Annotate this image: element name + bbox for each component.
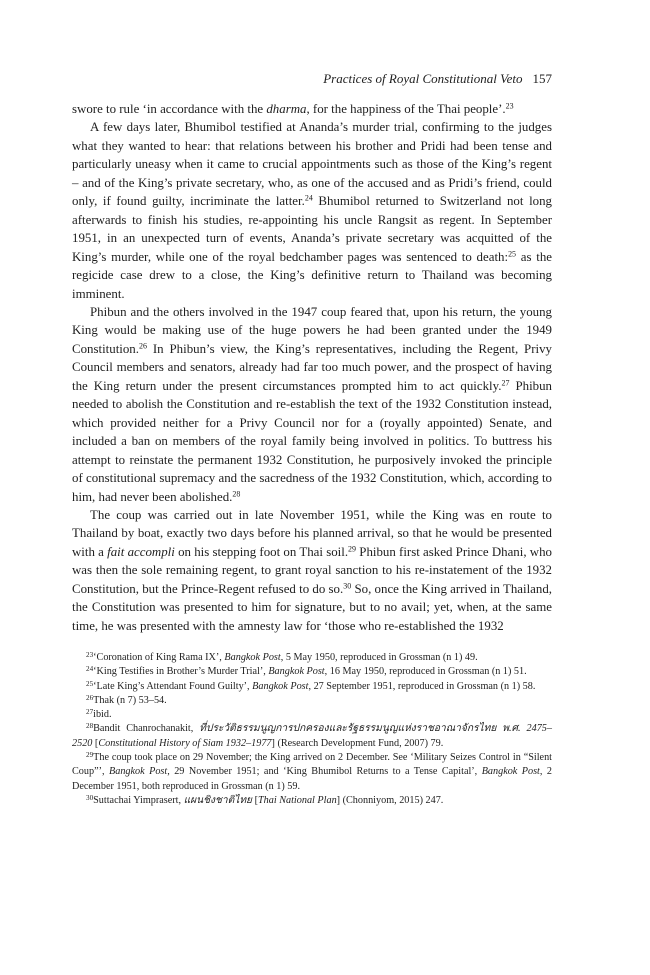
footnote-ref-23[interactable]: 23: [505, 101, 514, 111]
footnote-23: $^{23}$‘Coronation of King Rama IX’, Bangkok Post, 5 May 1950, reproduced in Grossman (n 1) 49.: [86, 650, 478, 663]
paragraph-4: The coup was carried out in late November 1951, while the King was en route to Thailand by boat, exactly two days before his planned arrival, so that he would be presented with a fait accompli on his stepping foot on Thai soil.$^{29}$ Phibun first asked Prince Dhani, who was then the sole remaining regent, to grant royal sanction to his re-instatement of the 1932 Constitution, but the Prince-Regent refused to do so.$^{30}$ So, once the King arrived in Thailand, the Constitution was presented to him for signature, but to no avail; yet, when, at the same time, he was presented with the amnesty law for ‘those who re-established the 1932: [72, 507, 553, 633]
paragraph-2: A few days later, Bhumibol testified at Ananda’s murder trial, confirming to the judges what they wanted to hear: that relations between his brother and Pridi had been tense and particularly uneasy when it came to crucial appointments such as those of the King’s regent – and of the King’s private secretary, who, as one of the accused and as Pridi’s friend, could only, if found guilty, incriminate the latter.$^{24}$ Bhumibol returned to Switzerland not long afterwards to finish his studies, re-appointing his uncle Rangsit as regent. In September 1951, in an unexpected turn of events, Ananda’s private secretary was acquitted of the King’s murder, while one of the royal bedchamber pages was sentenced to death:$^{25}$ as the regicide case drew to a close, the King’s definitive return to Thailand was becoming imminent.: [72, 120, 552, 301]
running-title: Practices of Royal Constitutional Veto: [323, 71, 523, 86]
footnote-26: $^{26}$Thak (n 7) 53–54.: [86, 693, 167, 706]
book-page: [72, 0, 552, 975]
footnote-ref-25[interactable]: 25: [508, 249, 517, 259]
paragraph-3: Phibun and the others involved in the 1947 coup feared that, upon his return, the young King would be making use of the huge powers he had been granted under the 1949 Constitution.$^{26}$ In Phibun’s view, the King’s representatives, including the Regent, Privy Council members and senators, already had far too much power, and the prospect of having the King return under the present circumstances prompted him to act quickly.$^{27}$ Phibun needed to abolish the Constitution and re-establish the text of the 1932 Constitution instead, which provided neither for a Privy Council nor for a (royally appointed) Senate, and included a ban on members of the royal family being involved in politics. To buttress his attempt to reinstate the permanent 1932 Constitution, he purposively invoked the principle of constitutional supremacy and the sacredness of the 1932 Constitution, which, according to him, had never been abolished.$^{28}$: [72, 304, 552, 504]
footnote-28: $^{28}$Bandit Chanrochanakit, ที่ประวัติธรรมนูญการปกครองและรัฐธรรมนูญแห่งราชอาณาจักรไทย พ.ศ. 2475–2520 [Constitutional History of Siam 1932–1977] (Research Development Fund, 2007) 79.: [72, 722, 552, 749]
footnote-ref-27[interactable]: 27: [501, 378, 510, 388]
footnote-ref-24[interactable]: 24: [304, 193, 313, 203]
footnotes: [72, 651, 552, 808]
footnote-27: $^{27}$ibid.: [86, 707, 112, 721]
footnote-24: $^{24}$‘King Testifies in Brother’s Murder Trial’, Bangkok Post, 16 May 1950, reproduced in Grossman (n 1) 51.: [86, 665, 527, 678]
footnote-ref-28[interactable]: 28: [232, 489, 241, 499]
running-header: [72, 71, 552, 87]
footnote-30: $^{30}$Suttachai Yimprasert, แผนชิงชาติไทย [Thai National Plan] (Chonniyom, 2015) 247.: [86, 793, 444, 806]
footnote-ref-30[interactable]: 30: [343, 581, 352, 591]
page-number: 157: [532, 71, 552, 86]
footnote-25: $^{25}$‘Late King’s Attendant Found Guilty’, Bangkok Post, 27 September 1951, reproduced in Grossman (n 1) 58.: [86, 679, 536, 692]
footnote-ref-29[interactable]: 29: [348, 544, 357, 554]
paragraph-1: swore to rule ‘in accordance with the dharma, for the happiness of the Thai people’.$^{23}$: [72, 101, 514, 116]
main-text: [72, 100, 552, 635]
footnote-29: $^{29}$The coup took place on 29 November; the King arrived on 2 December. See ‘Military Seizes Control in “Silent Coup”’, Bangkok Post, 29 November 1951; and ‘King Bhumibol Returns to a Tense Capital’, Bangkok Post, 2 December 1951, both reproduced in Grossman (n 1) 59.: [72, 750, 552, 792]
footnote-ref-26[interactable]: 26: [138, 341, 147, 351]
